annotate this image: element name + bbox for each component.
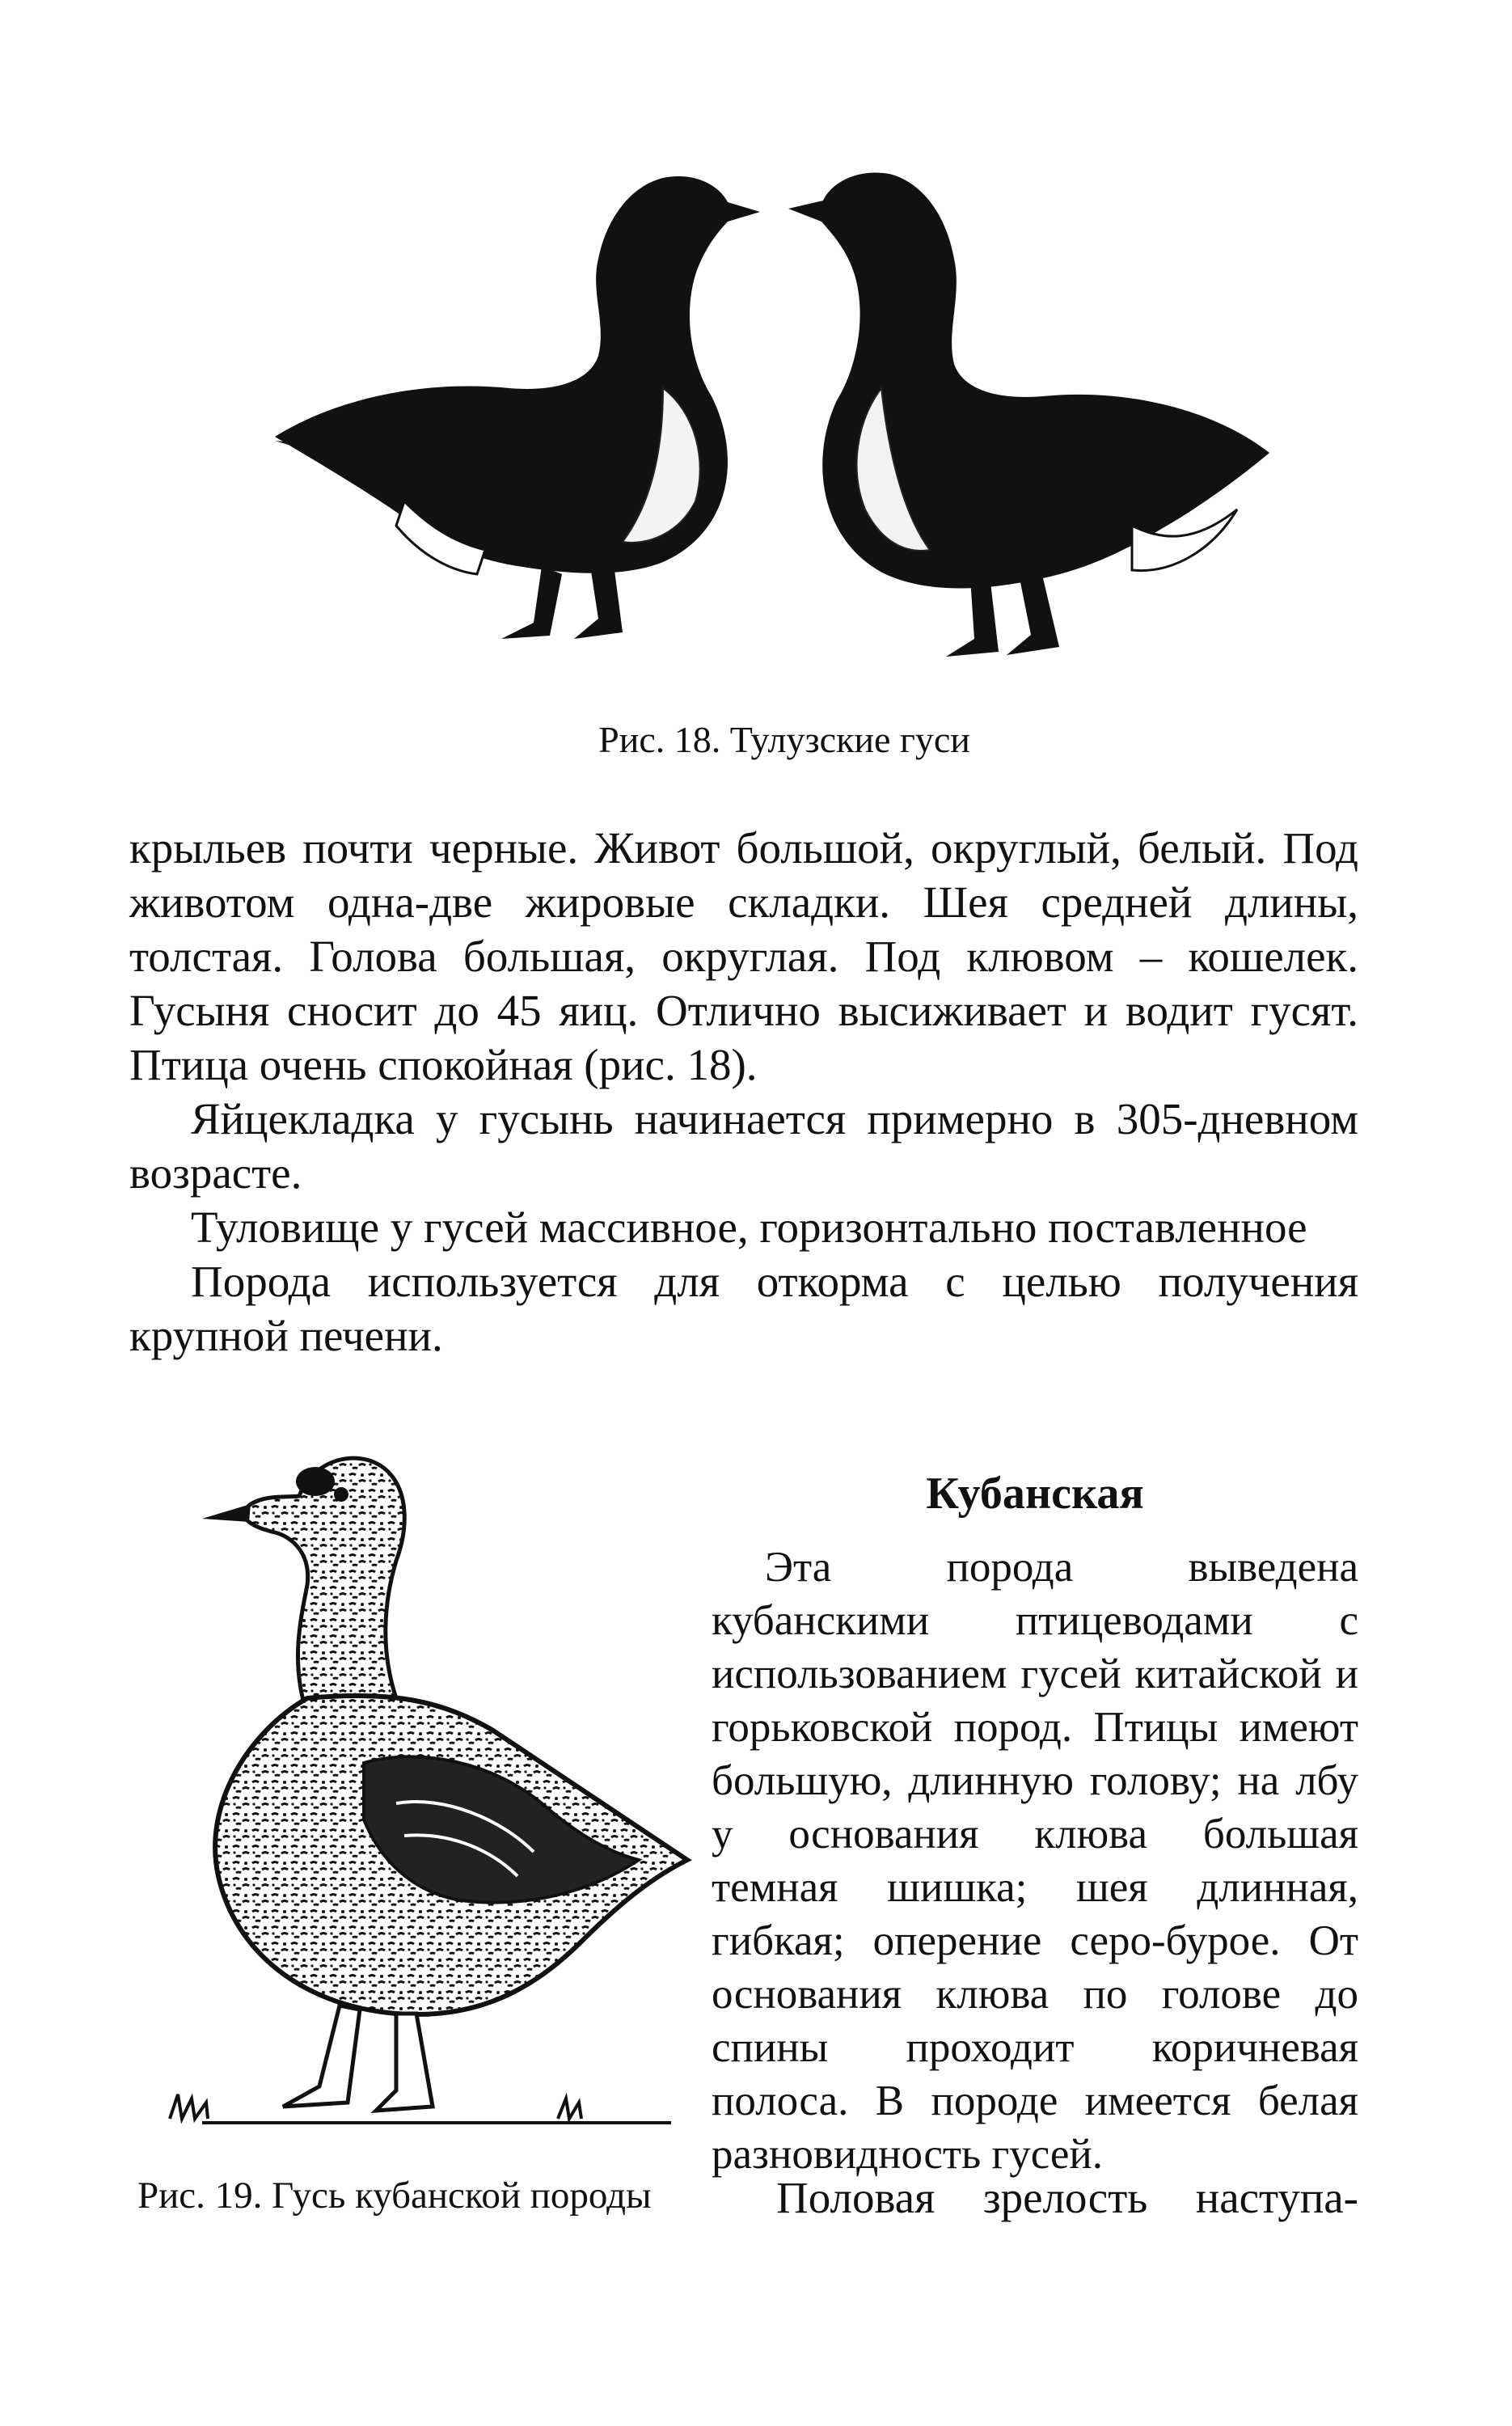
kuban-goose-drawing bbox=[154, 1423, 720, 2159]
continued-line: Половая зрелость наступа- bbox=[776, 2173, 1358, 2222]
figure-18-caption: Рис. 18. Тулузские гуси bbox=[598, 719, 970, 760]
kuban-goose bbox=[170, 1458, 687, 2123]
paragraph-2: Яйцекладка у гусынь начинается примерно в 305-дневном возрасте. bbox=[129, 1094, 1358, 1198]
figure-19-illustration bbox=[154, 1423, 720, 2159]
paragraph-1: крыльев почти черные. Живот большой, округлый, белый. Под животом одна-две жировые складки. Шея средней длины, толстая. Голова большая, округлая. Под клювом – кошелек. Гусыня сносит до 45 яиц. Отлично высиживает и водит гусят. Птица очень спокойная (рис. 18). bbox=[129, 823, 1358, 1089]
right-goose bbox=[788, 172, 1269, 657]
main-text bbox=[129, 821, 1358, 1363]
left-goose bbox=[275, 176, 760, 639]
section-paragraph: Эта порода выведена кубанскими птицеводами с использованием гусей китайской и горьковской пород. Птицы имеют большую, длинную голову; на лбу у основания клюва большая темная шишка; шея длинная, гибкая; оперение серо-бурое. От основания клюва по голове до спины проходит коричневая полоса. В породе имеется белая разновидность гусей. bbox=[712, 1544, 1358, 2178]
paragraph-3: Туловище у гусей массивное, горизонтально поставленное bbox=[191, 1202, 1307, 1252]
paragraph-4: Порода используется для откорма с целью получения крупной печени. bbox=[129, 1257, 1358, 1360]
section-heading: Кубанская bbox=[926, 1469, 1144, 1519]
section-text bbox=[712, 1541, 1358, 2181]
figure-19-caption: Рис. 19. Гусь кубанской породы bbox=[137, 2175, 652, 2217]
toulouse-geese-drawing bbox=[243, 121, 1294, 704]
figure-18-illustration bbox=[243, 121, 1294, 704]
